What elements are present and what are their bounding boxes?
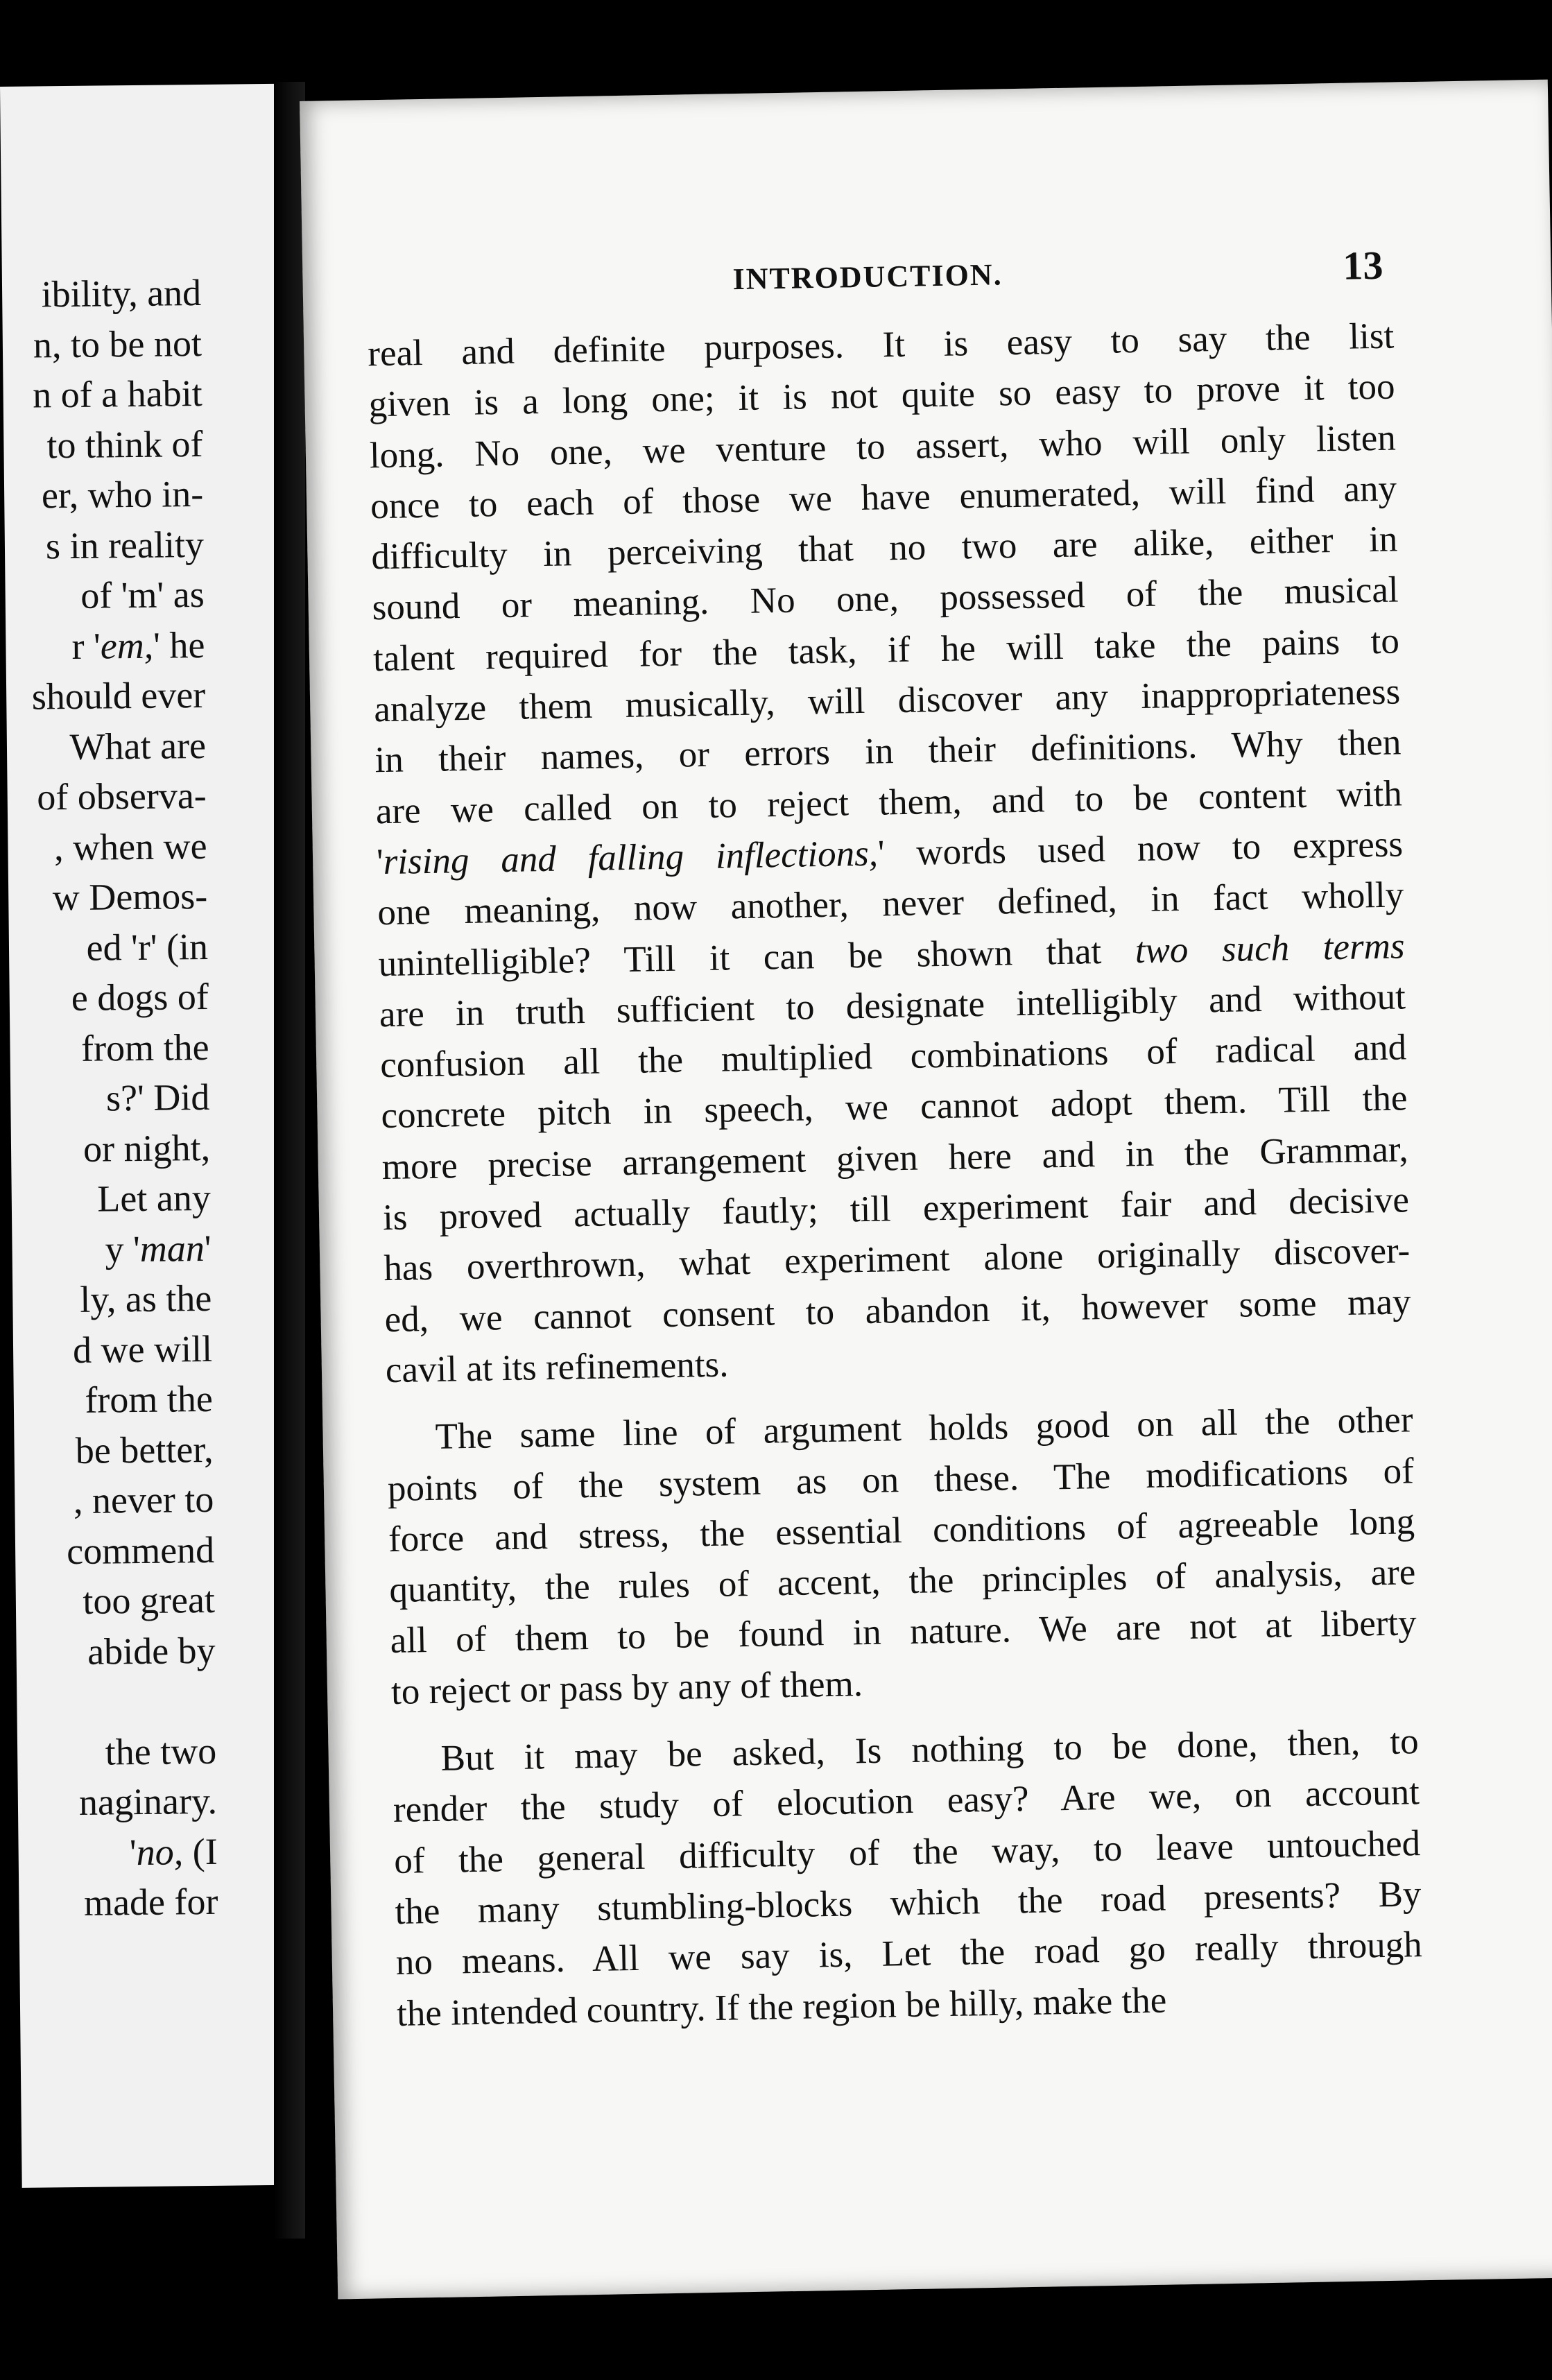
text-line: has overthrown, what experiment alone originally discover-	[383, 1230, 1411, 1289]
left-page-line: , never to	[73, 1478, 214, 1522]
left-page-line: d we will	[72, 1327, 213, 1371]
text-line: the many stumbling-blocks which the road presents? By	[395, 1874, 1422, 1932]
left-page-line: n of a habit	[32, 372, 202, 416]
page-number: 13	[1342, 242, 1383, 288]
left-page-line: abide by	[87, 1629, 216, 1673]
text-line: confusion all the multiplied combinations of radical and	[379, 1027, 1407, 1086]
left-page-line: 'no, (I	[129, 1830, 218, 1873]
left-page-line: ed 'r' (in	[86, 925, 209, 969]
page-13	[300, 80, 1552, 2300]
text-line: points of the system as on these. The modifications of	[387, 1450, 1415, 1509]
paragraph-2	[386, 1395, 1417, 1718]
text-line: one meaning, now another, never defined, in fact wholly	[377, 874, 1404, 933]
text-line: of the general difficulty of the way, to leave untouched	[393, 1822, 1421, 1881]
text-line: no means. All we say is, Let the road go really through	[395, 1924, 1423, 1983]
left-page-line: be better,	[75, 1428, 214, 1472]
text-line: quantity, the rules of accent, the principles of analysis, are	[388, 1552, 1416, 1611]
left-page-line: too great	[83, 1578, 216, 1622]
text-line: are in truth sufficient to designate intelligibly and without	[379, 976, 1406, 1035]
text-line: difficulty in perceiving that no two are alike, either in	[370, 519, 1398, 578]
left-page-line: to think of	[46, 422, 203, 466]
running-head: INTRODUCTION.	[732, 257, 1003, 297]
left-page-line: made for	[83, 1880, 218, 1924]
left-page-line: commend	[66, 1528, 215, 1572]
left-page-line: or night,	[83, 1126, 211, 1170]
left-page-line: ibility, and	[41, 271, 202, 316]
text-line: all of them to be found in nature. We are not at liberty	[390, 1603, 1417, 1662]
text-line: is proved actually fautly; till experiment fair and decisive	[382, 1180, 1410, 1239]
paragraph-3	[392, 1716, 1423, 2040]
text-line: once to each of those we have enumerated, will find any	[370, 468, 1397, 527]
text-line: force and stress, the essential conditions of agreeable long	[388, 1501, 1415, 1560]
text-line: long. No one, we venture to assert, who will only listen	[369, 417, 1397, 476]
book-gutter	[274, 82, 305, 2239]
text-line: cavil at its refinements.	[385, 1344, 729, 1391]
text-line: the intended country. If the region be hilly, make the	[396, 1980, 1167, 2034]
text-line: concrete pitch in speech, we cannot adopt them. Till the	[381, 1078, 1408, 1137]
left-page-line: , when we	[53, 825, 207, 868]
text-line: to reject or pass by any of them.	[390, 1663, 863, 1712]
text-line: in their names, or errors in their definitions. Why then	[374, 722, 1402, 781]
text-line: analyze them musically, will discover any inappropriateness	[373, 671, 1401, 730]
left-page-line: Let any	[97, 1176, 212, 1220]
paragraph-1	[368, 311, 1413, 1397]
text-line: talent required for the task, if he will take the pains to	[372, 621, 1400, 680]
left-page-line: r 'em,' he	[71, 623, 205, 667]
text-line: given is a long one; it is not quite so easy to prove it too	[368, 366, 1395, 425]
left-page-line: should ever	[31, 673, 206, 718]
left-page-line: s in reality	[45, 523, 205, 567]
body-text	[368, 311, 1424, 2040]
left-page-line: What are	[69, 724, 207, 768]
left-page-line: s?' Did	[105, 1076, 210, 1119]
text-line: real and definite purposes. It is easy to say the list	[367, 316, 1395, 374]
text-line: But it may be asked, Is nothing to be done, then, to	[440, 1721, 1420, 1779]
previous-page-fragment	[0, 84, 296, 2188]
text-line: 'rising and falling inflections,' words used now to express	[376, 824, 1404, 883]
left-page-line: er, who in-	[41, 472, 204, 517]
left-page-line: of observa-	[37, 774, 207, 818]
left-page-line: n, to be not	[33, 322, 202, 366]
left-page-line: y 'man'	[105, 1227, 212, 1270]
text-line: render the study of elocution easy? Are we, on account	[393, 1772, 1420, 1831]
left-page-line: from the	[80, 1026, 209, 1069]
left-page-line: the two	[105, 1730, 217, 1773]
text-line: unintelligible? Till it can be shown that two such terms	[378, 925, 1406, 984]
left-page-line: naginary.	[78, 1779, 218, 1823]
left-page-line: from the	[85, 1377, 214, 1421]
left-page-line: e dogs of	[71, 975, 209, 1019]
left-page-line: ly, as the	[80, 1277, 212, 1320]
text-line: more precise arrangement given here and in the Grammar,	[381, 1129, 1409, 1187]
text-line: ed, we cannot consent to abandon it, however some may	[384, 1281, 1411, 1340]
text-line: are we called on to reject them, and to be content with	[375, 773, 1403, 831]
text-line: The same line of argument holds good on all the other	[435, 1399, 1413, 1458]
text-line: sound or meaning. No one, possessed of the musical	[372, 569, 1399, 628]
left-page-line: w Demos-	[52, 874, 208, 919]
left-page-line: of 'm' as	[80, 573, 205, 616]
